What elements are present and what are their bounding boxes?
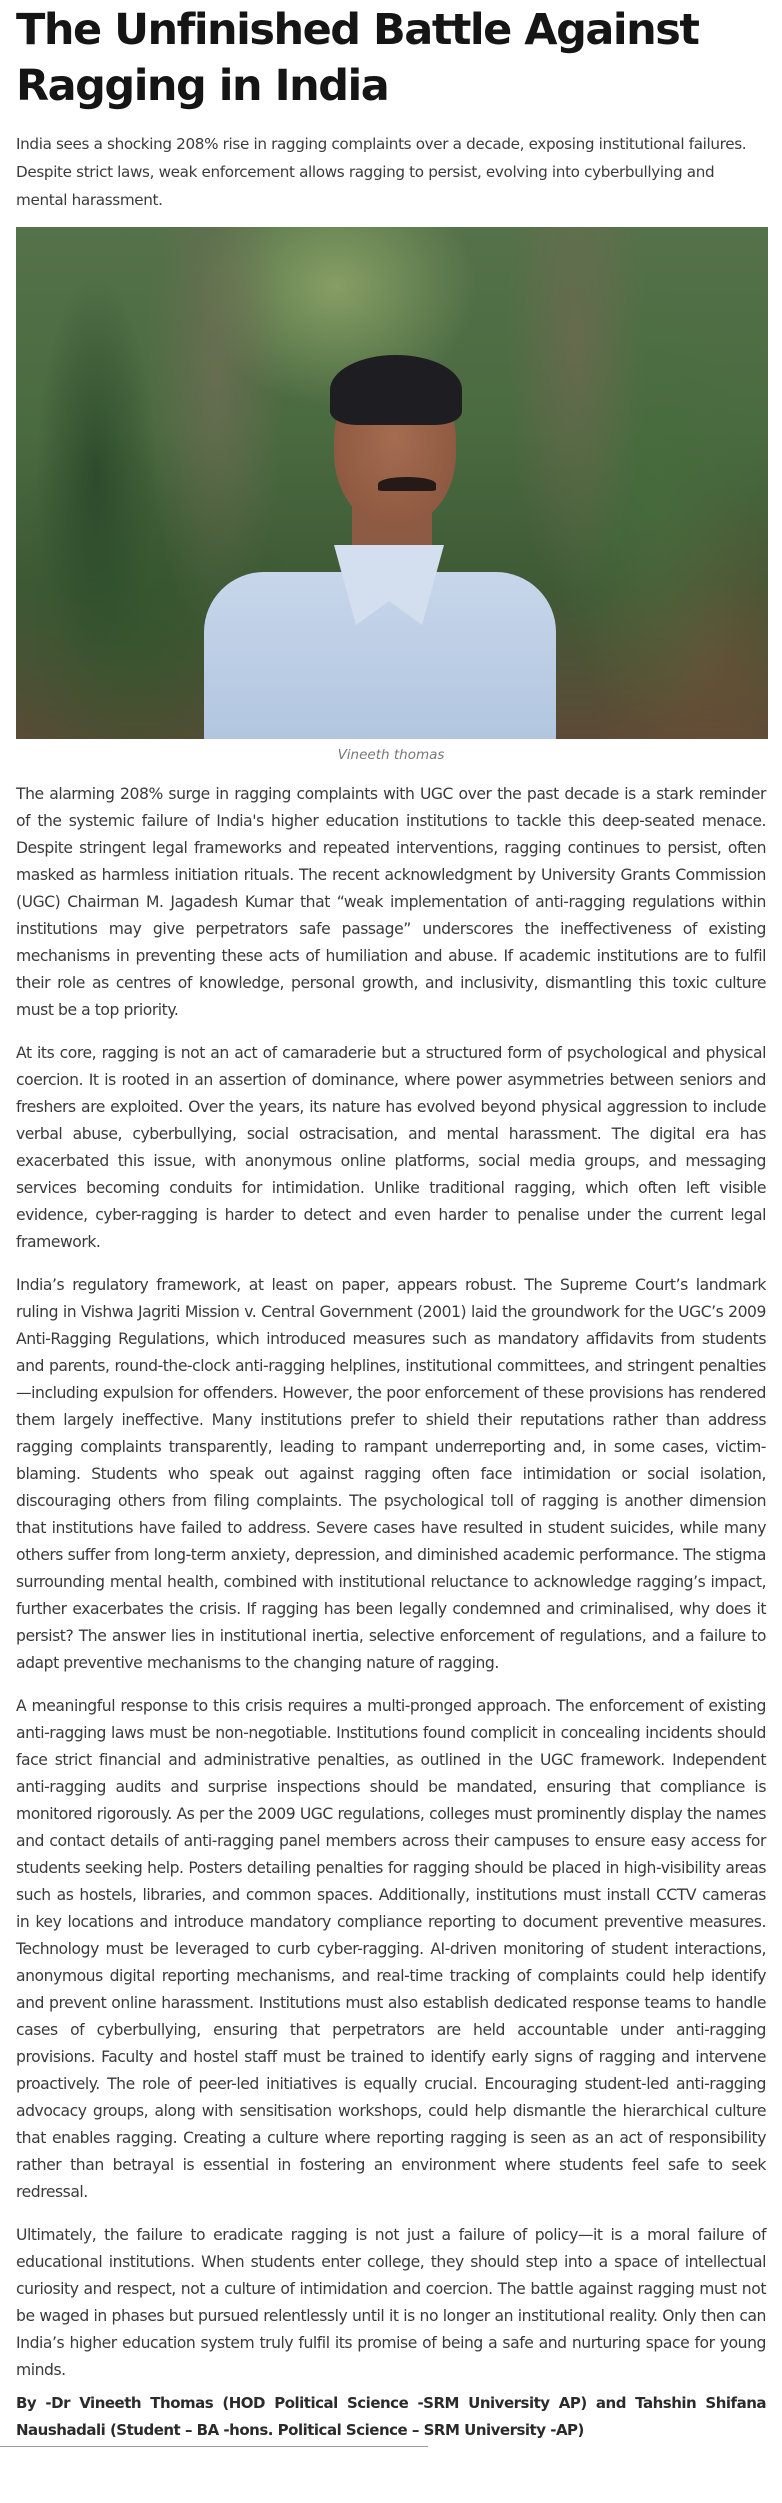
divider-line bbox=[0, 2446, 428, 2447]
photo-hair-shape bbox=[330, 355, 462, 425]
article-figure bbox=[16, 227, 766, 765]
body-paragraph: India’s regulatory framework, at least on paper, appears robust. The Supreme Court’s landmark ruling in Vishwa Jagriti Mission v. Central Government (2001) laid the groundwork for the UGC’s 2009 Anti-Ragging Regulations, which introduced measures such as mandatory affidavits from students and parents, round-the-clock anti-ragging helplines, institutional committees, and stringent penalties—including expulsion for offenders. However, the poor enforcement of these provisions has rendered them largely ineffective. Many institutions prefer to shield their reputations rather than address ragging complaints transparently, leading to rampant underreporting and, in some cases, victim-blaming. Students who speak out against ragging often face intimidation or social isolation, discouraging others from filing complaints. The psychological toll of ragging is another dimension that institutions have failed to address. Severe cases have resulted in student suicides, while many others suffer from long-term anxiety, depression, and diminished academic performance. The stigma surrounding mental health, combined with institutional reluctance to acknowledge ragging’s impact, further exacerbates the crisis. If ragging has been legally condemned and criminalised, why does it persist? The answer lies in institutional inertia, selective enforcement of regulations, and a failure to adapt preventive mechanisms to the changing nature of ragging. bbox=[16, 1276, 766, 1672]
body-paragraph: A meaningful response to this crisis requires a multi-pronged approach. The enforcement of existing anti-ragging laws must be non-negotiable. Institutions found complicit in concealing incidents should face strict financial and administrative penalties, as outlined in the UGC framework. Independent anti-ragging audits and surprise inspections should be mandated, ensuring that compliance is monitored rigorously. As per the 2009 UGC regulations, colleges must prominently display the names and contact details of anti-ragging panel members across their campuses to ensure easy access for students seeking help. Posters detailing penalties for ragging should be placed in high-visibility areas such as hostels, libraries, and common spaces. Additionally, institutions must install CCTV cameras in key locations and introduce mandatory compliance reporting to document preventive measures. Technology must be leveraged to curb cyber-ragging. AI-driven monitoring of student interactions, anonymous digital reporting mechanisms, and real-time tracking of complaints could help identify and prevent online harassment. Institutions must also establish dedicated response teams to handle cases of cyberbullying, ensuring that perpetrators are held accountable under anti-ragging provisions. Faculty and hostel staff must be trained to identify early signs of ragging and intervene proactively. The role of peer-led initiatives is equally crucial. Encouraging student-led anti-ragging advocacy groups, along with sensitisation workshops, could help dismantle the hierarchical culture that enables ragging. Creating a culture where reporting ragging is seen as an act of responsibility rather than betrayal is essential in fostering an environment where students feel safe to seek redressal. bbox=[16, 1697, 766, 2201]
photo-caption: Vineeth thomas bbox=[337, 747, 445, 763]
article-byline: By -Dr Vineeth Thomas (HOD Political Science -SRM University AP) and Tahshin Shifana Naushadali (Student – BA -hons. Political Science – SRM University -AP) bbox=[16, 2394, 766, 2439]
article-standfirst: India sees a shocking 208% rise in ragging complaints over a decade, exposing institutional failures. Despite strict laws, weak enforcement allows ragging to persist, evolving into cyberbullying and mental harassment. bbox=[16, 135, 747, 209]
body-paragraph: Ultimately, the failure to eradicate ragging is not just a failure of policy—it is a moral failure of educational institutions. When students enter college, they should step into a space of intellectual curiosity and respect, not a culture of intimidation and coercion. The battle against ragging must not be waged in phases but pursued relentlessly until it is no longer an institutional reality. Only then can India’s higher education system truly fulfil its promise of being a safe and nurturing space for young minds. bbox=[16, 2226, 766, 2379]
article-title: The Unfinished Battle Against Ragging in India bbox=[16, 5, 699, 111]
photo-mustache-shape bbox=[378, 477, 436, 491]
article-body bbox=[16, 781, 766, 2384]
body-paragraph: The alarming 208% surge in ragging complaints with UGC over the past decade is a stark reminder of the systemic failure of India's higher education institutions to tackle this deep-seated menace. Despite stringent legal frameworks and repeated interventions, ragging continues to persist, often masked as harmless initiation rituals. The recent acknowledgment by University Grants Commission (UGC) Chairman M. Jagadesh Kumar that “weak implementation of anti-ragging regulations within institutions may give perpetrators safe passage” underscores the ineffectiveness of existing mechanisms in preventing these acts of humiliation and abuse. If academic institutions are to fulfil their role as centres of knowledge, personal growth, and inclusivity, dismantling this toxic culture must be a top priority. bbox=[16, 785, 766, 1019]
body-paragraph: At its core, ragging is not an act of camaraderie but a structured form of psychological and physical coercion. It is rooted in an assertion of dominance, where power asymmetries between seniors and freshers are exploited. Over the years, its nature has evolved beyond physical aggression to include verbal abuse, cyberbullying, social ostracisation, and mental harassment. The digital era has exacerbated this issue, with anonymous online platforms, social media groups, and messaging services becoming conduits for intimidation. Unlike traditional ragging, which often left visible evidence, cyber-ragging is harder to detect and even harder to penalise under the current legal framework. bbox=[16, 1044, 766, 1251]
author-photo bbox=[16, 227, 768, 739]
